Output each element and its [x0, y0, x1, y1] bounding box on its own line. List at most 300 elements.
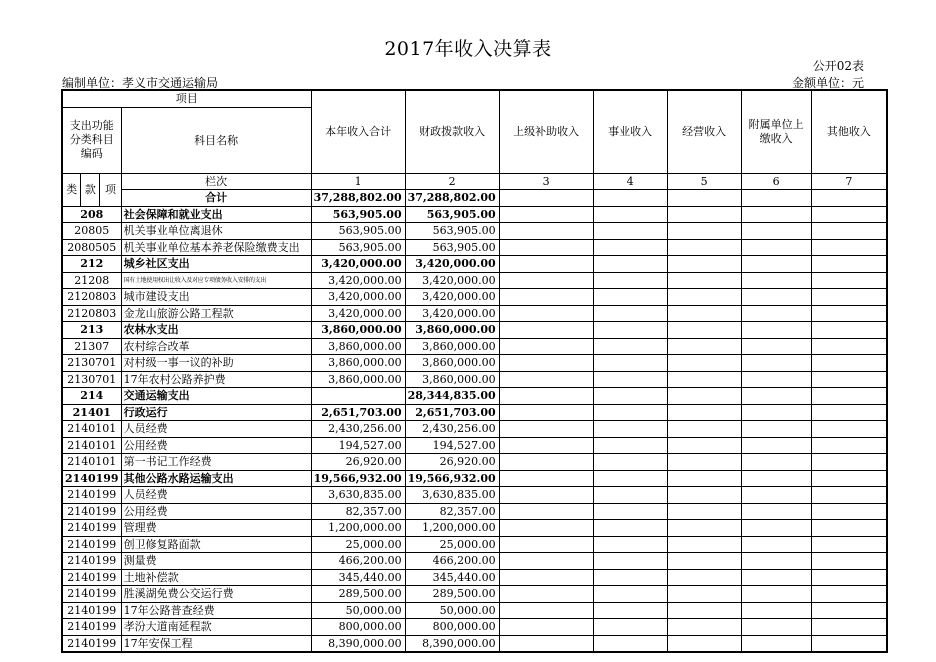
- table-row: [62, 338, 887, 355]
- other-cell: [811, 305, 887, 322]
- subject-name-cell: 第一书记工作经费: [121, 454, 311, 471]
- code-cell: 2140199: [62, 586, 121, 603]
- affiliated-cell: [741, 305, 811, 322]
- other-cell: [811, 388, 887, 405]
- business-cell: [593, 190, 667, 207]
- other-cell: [811, 239, 887, 256]
- superior-cell: [499, 355, 593, 372]
- other-cell: [811, 404, 887, 421]
- total-cell: 2,430,256.00: [311, 421, 405, 438]
- total-cell: 3,420,000.00: [311, 256, 405, 273]
- affiliated-cell: [741, 503, 811, 520]
- fiscal-cell: 3,860,000.00: [405, 371, 499, 388]
- total-cell: 345,440.00: [311, 569, 405, 586]
- affiliated-cell: [741, 206, 811, 223]
- other-cell: [811, 289, 887, 306]
- business-cell: [593, 223, 667, 240]
- superior-cell: [499, 553, 593, 570]
- superior-cell: [499, 322, 593, 339]
- fiscal-cell: 8,390,000.00: [405, 635, 499, 652]
- table-row: [62, 503, 887, 520]
- col-other-header: 其他收入: [811, 90, 887, 173]
- superior-cell: [499, 520, 593, 537]
- superior-cell: [499, 569, 593, 586]
- subject-name-cell: 公用经费: [121, 437, 311, 454]
- affiliated-cell: [741, 190, 811, 207]
- affiliated-cell: [741, 388, 811, 405]
- fiscal-cell: 37,288,802.00: [405, 190, 499, 207]
- business-cell: [593, 421, 667, 438]
- superior-cell: [499, 371, 593, 388]
- kuan-header: 款: [81, 173, 100, 206]
- operating-cell: [667, 454, 741, 471]
- business-cell: [593, 437, 667, 454]
- table-row: [62, 569, 887, 586]
- subject-name-cell: 国有土地使用权出让收入及对应专项债务收入安排的支出: [121, 272, 311, 289]
- other-cell: [811, 602, 887, 619]
- affiliated-cell: [741, 404, 811, 421]
- business-cell: [593, 602, 667, 619]
- other-cell: [811, 586, 887, 603]
- total-cell: 800,000.00: [311, 619, 405, 636]
- other-cell: [811, 553, 887, 570]
- code-cell: 2140199: [62, 635, 121, 652]
- total-cell: [311, 388, 405, 405]
- business-cell: [593, 487, 667, 504]
- affiliated-cell: [741, 536, 811, 553]
- business-cell: [593, 239, 667, 256]
- affiliated-cell: [741, 223, 811, 240]
- fiscal-cell: 2,430,256.00: [405, 421, 499, 438]
- reporting-unit: 编制单位：孝义市交通运输局: [62, 76, 219, 90]
- superior-cell: [499, 289, 593, 306]
- total-cell: 563,905.00: [311, 206, 405, 223]
- superior-cell: [499, 454, 593, 471]
- operating-cell: [667, 553, 741, 570]
- operating-cell: [667, 338, 741, 355]
- affiliated-cell: [741, 619, 811, 636]
- total-cell: 3,860,000.00: [311, 371, 405, 388]
- business-cell: [593, 388, 667, 405]
- subject-name-cell: 农林水支出: [121, 322, 311, 339]
- affiliated-cell: [741, 470, 811, 487]
- other-cell: [811, 371, 887, 388]
- subject-name-cell: 对村级一事一议的补助: [121, 355, 311, 372]
- superior-cell: [499, 503, 593, 520]
- code-cell: 2130701: [62, 355, 121, 372]
- total-cell: 3,420,000.00: [311, 305, 405, 322]
- business-cell: [593, 305, 667, 322]
- subject-name-header: 科目名称: [121, 107, 311, 173]
- subject-name-cell: 管理费: [121, 520, 311, 537]
- fiscal-cell: 345,440.00: [405, 569, 499, 586]
- operating-cell: [667, 619, 741, 636]
- other-cell: [811, 536, 887, 553]
- superior-cell: [499, 619, 593, 636]
- subject-name-cell: 测量费: [121, 553, 311, 570]
- operating-cell: [667, 223, 741, 240]
- code-cell: 2140199: [62, 503, 121, 520]
- total-cell: 466,200.00: [311, 553, 405, 570]
- code-header: 支出功能分类科目编码: [62, 107, 121, 173]
- table-row: [62, 404, 887, 421]
- table-row: [62, 470, 887, 487]
- fiscal-cell: 563,905.00: [405, 223, 499, 240]
- operating-cell: [667, 421, 741, 438]
- project-header: 项目: [62, 90, 311, 107]
- total-cell: 2,651,703.00: [311, 404, 405, 421]
- operating-cell: [667, 256, 741, 273]
- total-cell: 37,288,802.00: [311, 190, 405, 207]
- operating-cell: [667, 487, 741, 504]
- other-cell: [811, 520, 887, 537]
- xiang-header: 项: [100, 173, 121, 206]
- col-operating-header: 经营收入: [667, 90, 741, 173]
- operating-cell: [667, 322, 741, 339]
- other-cell: [811, 206, 887, 223]
- table-row: [62, 289, 887, 306]
- superior-cell: [499, 635, 593, 652]
- fiscal-cell: 563,905.00: [405, 239, 499, 256]
- table-row: [62, 322, 887, 339]
- affiliated-cell: [741, 355, 811, 372]
- other-cell: [811, 503, 887, 520]
- subject-name-cell: 创卫修复路面款: [121, 536, 311, 553]
- code-cell: 2140199: [62, 470, 121, 487]
- operating-cell: [667, 437, 741, 454]
- affiliated-cell: [741, 322, 811, 339]
- other-cell: [811, 190, 887, 207]
- code-cell: 2140199: [62, 536, 121, 553]
- code-cell: 2140199: [62, 553, 121, 570]
- code-cell: 213: [62, 322, 121, 339]
- col-superior-header: 上级补助收入: [499, 90, 593, 173]
- other-cell: [811, 619, 887, 636]
- superior-cell: [499, 338, 593, 355]
- table-row: [62, 536, 887, 553]
- total-cell: 82,357.00: [311, 503, 405, 520]
- total-cell: 8,390,000.00: [311, 635, 405, 652]
- other-cell: [811, 437, 887, 454]
- superior-cell: [499, 470, 593, 487]
- table-row: [62, 437, 887, 454]
- code-cell: 212: [62, 256, 121, 273]
- currency-unit: 金额单位：元: [791, 76, 864, 90]
- superior-cell: [499, 239, 593, 256]
- fiscal-cell: 800,000.00: [405, 619, 499, 636]
- fiscal-cell: 3,630,835.00: [405, 487, 499, 504]
- affiliated-cell: [741, 272, 811, 289]
- superior-cell: [499, 404, 593, 421]
- fiscal-cell: 26,920.00: [405, 454, 499, 471]
- business-cell: [593, 371, 667, 388]
- code-cell: 2120803: [62, 289, 121, 306]
- other-cell: [811, 635, 887, 652]
- operating-cell: [667, 239, 741, 256]
- business-cell: [593, 553, 667, 570]
- business-cell: [593, 635, 667, 652]
- other-cell: [811, 470, 887, 487]
- col-number: 3: [499, 173, 593, 190]
- code-cell: 2140199: [62, 520, 121, 537]
- fiscal-cell: 3,420,000.00: [405, 289, 499, 306]
- operating-cell: [667, 569, 741, 586]
- operating-cell: [667, 602, 741, 619]
- subject-name-cell: 城乡社区支出: [121, 256, 311, 273]
- table-row: [62, 619, 887, 636]
- other-cell: [811, 454, 887, 471]
- operating-cell: [667, 536, 741, 553]
- business-cell: [593, 206, 667, 223]
- affiliated-cell: [741, 338, 811, 355]
- subject-name-cell: 土地补偿款: [121, 569, 311, 586]
- operating-cell: [667, 470, 741, 487]
- table-row: [62, 305, 887, 322]
- table-row: [62, 371, 887, 388]
- other-cell: [811, 487, 887, 504]
- table-row: [62, 487, 887, 504]
- business-cell: [593, 454, 667, 471]
- affiliated-cell: [741, 586, 811, 603]
- subject-name-cell: 胜溪湖免费公交运行费: [121, 586, 311, 603]
- affiliated-cell: [741, 371, 811, 388]
- fiscal-cell: 289,500.00: [405, 586, 499, 603]
- total-cell: 19,566,932.00: [311, 470, 405, 487]
- total-cell: 563,905.00: [311, 223, 405, 240]
- other-cell: [811, 322, 887, 339]
- table-row: [62, 355, 887, 372]
- superior-cell: [499, 388, 593, 405]
- business-cell: [593, 619, 667, 636]
- subject-name-cell: 17年农村公路养护费: [121, 371, 311, 388]
- col-number: 7: [811, 173, 887, 190]
- affiliated-cell: [741, 569, 811, 586]
- affiliated-cell: [741, 256, 811, 273]
- total-cell: 26,920.00: [311, 454, 405, 471]
- operating-cell: [667, 635, 741, 652]
- superior-cell: [499, 223, 593, 240]
- table-row: [62, 256, 887, 273]
- page-title: 2017年收入决算表: [384, 38, 552, 60]
- other-cell: [811, 223, 887, 240]
- col-affiliated-header: 附属单位上缴收入: [741, 90, 811, 173]
- subject-name-cell: 城市建设支出: [121, 289, 311, 306]
- code-cell: 21208: [62, 272, 121, 289]
- operating-cell: [667, 190, 741, 207]
- subject-name-cell: 农村综合改革: [121, 338, 311, 355]
- code-cell: 2140199: [62, 602, 121, 619]
- business-cell: [593, 536, 667, 553]
- business-cell: [593, 289, 667, 306]
- other-cell: [811, 355, 887, 372]
- fiscal-cell: 3,420,000.00: [405, 305, 499, 322]
- code-cell: 2140101: [62, 437, 121, 454]
- code-cell: 208: [62, 206, 121, 223]
- operating-cell: [667, 305, 741, 322]
- total-cell: 3,860,000.00: [311, 322, 405, 339]
- col-number: 2: [405, 173, 499, 190]
- operating-cell: [667, 520, 741, 537]
- business-cell: [593, 586, 667, 603]
- code-cell: 214: [62, 388, 121, 405]
- table-row: [62, 272, 887, 289]
- superior-cell: [499, 602, 593, 619]
- fiscal-cell: 3,420,000.00: [405, 256, 499, 273]
- total-cell: 194,527.00: [311, 437, 405, 454]
- affiliated-cell: [741, 454, 811, 471]
- subject-name-cell: 人员经费: [121, 421, 311, 438]
- table-row: [62, 223, 887, 240]
- fiscal-cell: 3,860,000.00: [405, 322, 499, 339]
- fiscal-cell: 194,527.00: [405, 437, 499, 454]
- other-cell: [811, 338, 887, 355]
- operating-cell: [667, 206, 741, 223]
- affiliated-cell: [741, 520, 811, 537]
- business-cell: [593, 404, 667, 421]
- other-cell: [811, 569, 887, 586]
- total-cell: 289,500.00: [311, 586, 405, 603]
- subject-name-cell: 行政运行: [121, 404, 311, 421]
- affiliated-cell: [741, 289, 811, 306]
- fiscal-cell: 28,344,835.00: [405, 388, 499, 405]
- subject-name-cell: 社会保障和就业支出: [121, 206, 311, 223]
- table-row: [62, 602, 887, 619]
- fiscal-cell: 2,651,703.00: [405, 404, 499, 421]
- code-cell: 2140101: [62, 421, 121, 438]
- table-row: [62, 553, 887, 570]
- business-cell: [593, 338, 667, 355]
- affiliated-cell: [741, 635, 811, 652]
- fiscal-cell: 82,357.00: [405, 503, 499, 520]
- business-cell: [593, 355, 667, 372]
- col-number: 4: [593, 173, 667, 190]
- business-cell: [593, 256, 667, 273]
- col-number: 6: [741, 173, 811, 190]
- operating-cell: [667, 586, 741, 603]
- fiscal-cell: 3,860,000.00: [405, 338, 499, 355]
- code-cell: 21307: [62, 338, 121, 355]
- affiliated-cell: [741, 239, 811, 256]
- superior-cell: [499, 305, 593, 322]
- code-cell: 2080505: [62, 239, 121, 256]
- operating-cell: [667, 371, 741, 388]
- table-row: [62, 586, 887, 603]
- code-cell: 2140101: [62, 454, 121, 471]
- business-cell: [593, 322, 667, 339]
- business-cell: [593, 569, 667, 586]
- affiliated-cell: [741, 437, 811, 454]
- table-row: [62, 239, 887, 256]
- business-cell: [593, 272, 667, 289]
- code-cell: 2140199: [62, 619, 121, 636]
- code-cell: 2140199: [62, 487, 121, 504]
- col-number: 5: [667, 173, 741, 190]
- operating-cell: [667, 272, 741, 289]
- fiscal-cell: 50,000.00: [405, 602, 499, 619]
- business-cell: [593, 470, 667, 487]
- lanci-header: 栏次: [121, 173, 311, 190]
- operating-cell: [667, 289, 741, 306]
- lei-header: 类: [62, 173, 81, 206]
- other-cell: [811, 421, 887, 438]
- code-cell: 2140199: [62, 569, 121, 586]
- table-row: [62, 520, 887, 537]
- other-cell: [811, 272, 887, 289]
- table-row: [62, 388, 887, 405]
- code-cell: 2130701: [62, 371, 121, 388]
- total-cell: 563,905.00: [311, 239, 405, 256]
- fiscal-cell: 3,420,000.00: [405, 272, 499, 289]
- business-cell: [593, 520, 667, 537]
- subject-name-cell: 其他公路水路运输支出: [121, 470, 311, 487]
- subject-name-cell: 人员经费: [121, 487, 311, 504]
- table-row: [62, 421, 887, 438]
- subject-name-cell: 17年安保工程: [121, 635, 311, 652]
- total-cell: 3,420,000.00: [311, 272, 405, 289]
- affiliated-cell: [741, 487, 811, 504]
- table-row: [62, 190, 887, 207]
- fiscal-cell: 25,000.00: [405, 536, 499, 553]
- operating-cell: [667, 388, 741, 405]
- other-cell: [811, 256, 887, 273]
- table-row: [62, 454, 887, 471]
- col-business-header: 事业收入: [593, 90, 667, 173]
- affiliated-cell: [741, 553, 811, 570]
- superior-cell: [499, 536, 593, 553]
- subject-name-cell: 金龙山旅游公路工程款: [121, 305, 311, 322]
- superior-cell: [499, 190, 593, 207]
- fiscal-cell: 1,200,000.00: [405, 520, 499, 537]
- subject-name-cell: 17年公路普查经费: [121, 602, 311, 619]
- operating-cell: [667, 404, 741, 421]
- operating-cell: [667, 503, 741, 520]
- superior-cell: [499, 421, 593, 438]
- subject-name-cell: 机关事业单位基本养老保险缴费支出: [121, 239, 311, 256]
- total-cell: 3,630,835.00: [311, 487, 405, 504]
- form-number: 公开02表: [812, 59, 864, 73]
- operating-cell: [667, 355, 741, 372]
- subject-name-cell: 机关事业单位离退休: [121, 223, 311, 240]
- code-cell: 20805: [62, 223, 121, 240]
- fiscal-cell: 563,905.00: [405, 206, 499, 223]
- total-cell: 50,000.00: [311, 602, 405, 619]
- fiscal-cell: 19,566,932.00: [405, 470, 499, 487]
- total-cell: 3,860,000.00: [311, 338, 405, 355]
- total-cell: 25,000.00: [311, 536, 405, 553]
- code-cell: 21401: [62, 404, 121, 421]
- col-fiscal-header: 财政拨款收入: [405, 90, 499, 173]
- affiliated-cell: [741, 602, 811, 619]
- superior-cell: [499, 272, 593, 289]
- business-cell: [593, 503, 667, 520]
- superior-cell: [499, 206, 593, 223]
- affiliated-cell: [741, 421, 811, 438]
- subject-name-cell: 孝汾大道南延程款: [121, 619, 311, 636]
- subject-name-cell: 交通运输支出: [121, 388, 311, 405]
- total-cell: 3,420,000.00: [311, 289, 405, 306]
- table-row: [62, 206, 887, 223]
- superior-cell: [499, 437, 593, 454]
- total-cell: 3,860,000.00: [311, 355, 405, 372]
- subject-name-cell: 合计: [121, 190, 311, 207]
- col-total-header: 本年收入合计: [311, 90, 405, 173]
- income-table: [61, 89, 888, 653]
- superior-cell: [499, 487, 593, 504]
- table-row: [62, 635, 887, 652]
- col-number: 1: [311, 173, 405, 190]
- fiscal-cell: 466,200.00: [405, 553, 499, 570]
- superior-cell: [499, 586, 593, 603]
